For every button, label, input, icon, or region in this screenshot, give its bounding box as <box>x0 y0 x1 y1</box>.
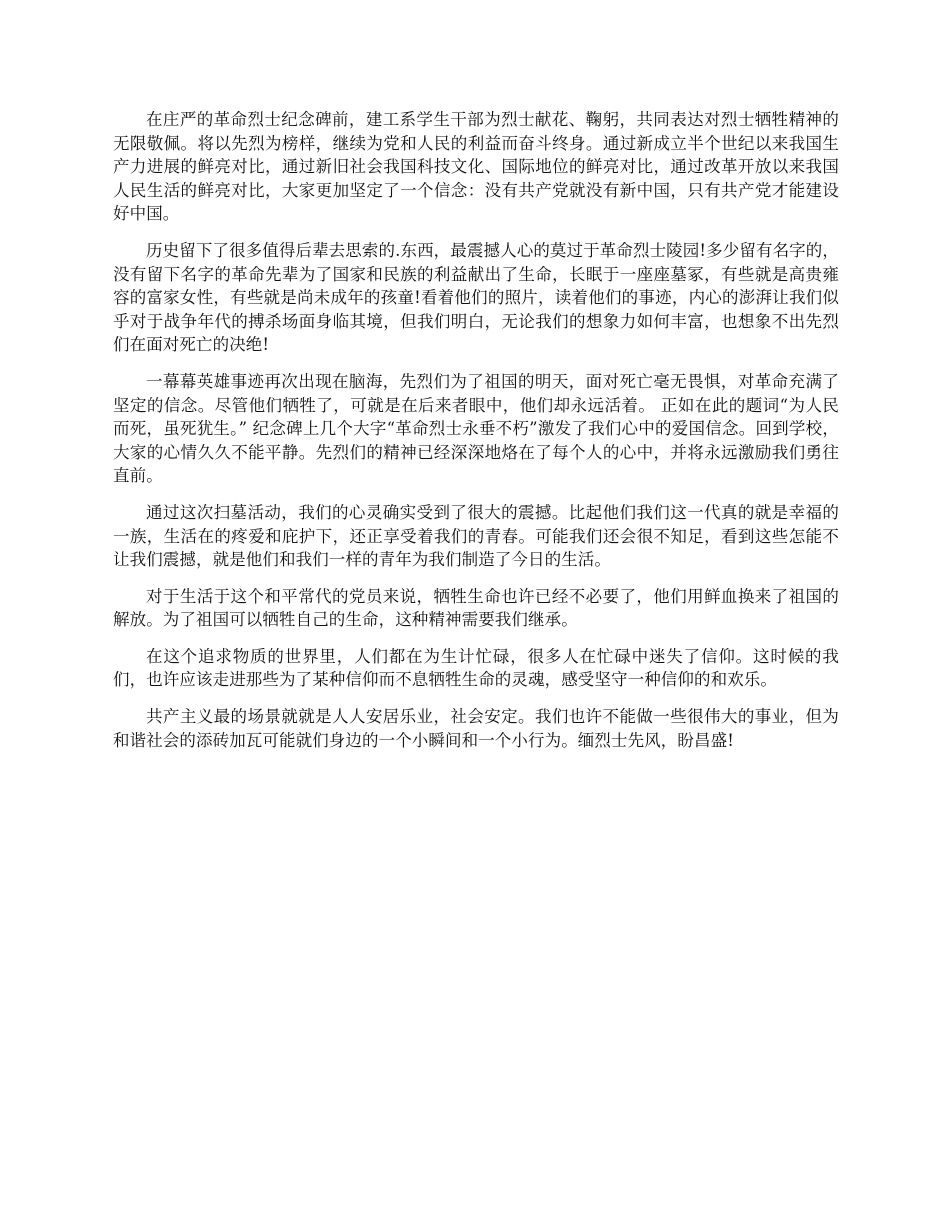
paragraph-4: 通过这次扫墓活动，我们的心灵确实受到了很大的震撼。比起他们我们这一代真的就是幸福的一族，生活在的疼爱和庇护下，还正享受着我们的青春。可能我们还会很不知足，看到这些怎能不让我们震撼，就是他们和我们一样的青年为我们制造了今日的生活。 <box>113 502 839 570</box>
paragraph-6: 在这个追求物质的世界里，人们都在为生计忙碌，很多人在忙碌中迷失了信仰。这时候的我们，也许应该走进那些为了某种信仰而不息牺牲生命的灵魂，感受坚守一种信仰的和欢乐。 <box>113 646 839 690</box>
paragraph-7: 共产主义最的场景就就是人人安居乐业，社会安定。我们也许不能做一些很伟大的事业，但为和谐社会的添砖加瓦可能就们身边的一个小瞬间和一个小行为。缅烈士先风，盼昌盛! <box>113 707 839 750</box>
paragraph-1: 在庄严的革命烈士纪念碑前，建工系学生干部为烈士献花、鞠躬，共同表达对烈士牺牲精神的无限敬佩。将以先烈为榜样，继续为党和人民的利益而奋斗终身。通过新成立半个世纪以来我国生产力进展的鲜亮对比，通过新旧社会我国科技文化、国际地位的鲜亮对比，通过改革开放以来我国人民生活的鲜亮对比，大家更加坚定了一个信念：没有共产党就没有新中国，只有共产党才能建设好中国。 <box>113 110 839 224</box>
paragraph-3: 一幕幕英雄事迹再次出现在脑海，先烈们为了祖国的明天，面对死亡毫无畏惧，对革命充满了坚定的信念。尽管他们牺牲了，可就是在后来者眼中，他们却永远活着。 正如在此的题词“为人民而死，虽死犹生。” 纪念碑上几个大字“革命烈士永垂不朽”激发了我们心中的爱国信念。回到学校，大家的心情久久不能平静。先烈们的精神已经深深地烙在了每个人的心中，并将永远激励我们勇往直前。 <box>113 371 839 486</box>
paragraph-5: 对于生活于这个和平常代的党员来说，牺牲生命也许已经不必要了，他们用鲜血换来了祖国的解放。为了祖国可以牺牲自己的生命，这种精神需要我们继承。 <box>113 586 839 630</box>
paragraph-2: 历史留下了很多值得后辈去思索的.东西，最震撼人心的莫过于革命烈士陵园!多少留有名字的，没有留下名字的革命先辈为了国家和民族的利益献出了生命，长眠于一座座墓冢，有些就是高贵雍容的富家女性，有些就是尚未成年的孩童!看着他们的照片，读着他们的事迹，内心的澎湃让我们似乎对于战争年代的搏杀场面身临其境，但我们明白，无论我们的想象力如何丰富，也想象不出先烈们在面对死亡的决绝! <box>113 240 839 355</box>
document-body <box>113 108 839 765</box>
